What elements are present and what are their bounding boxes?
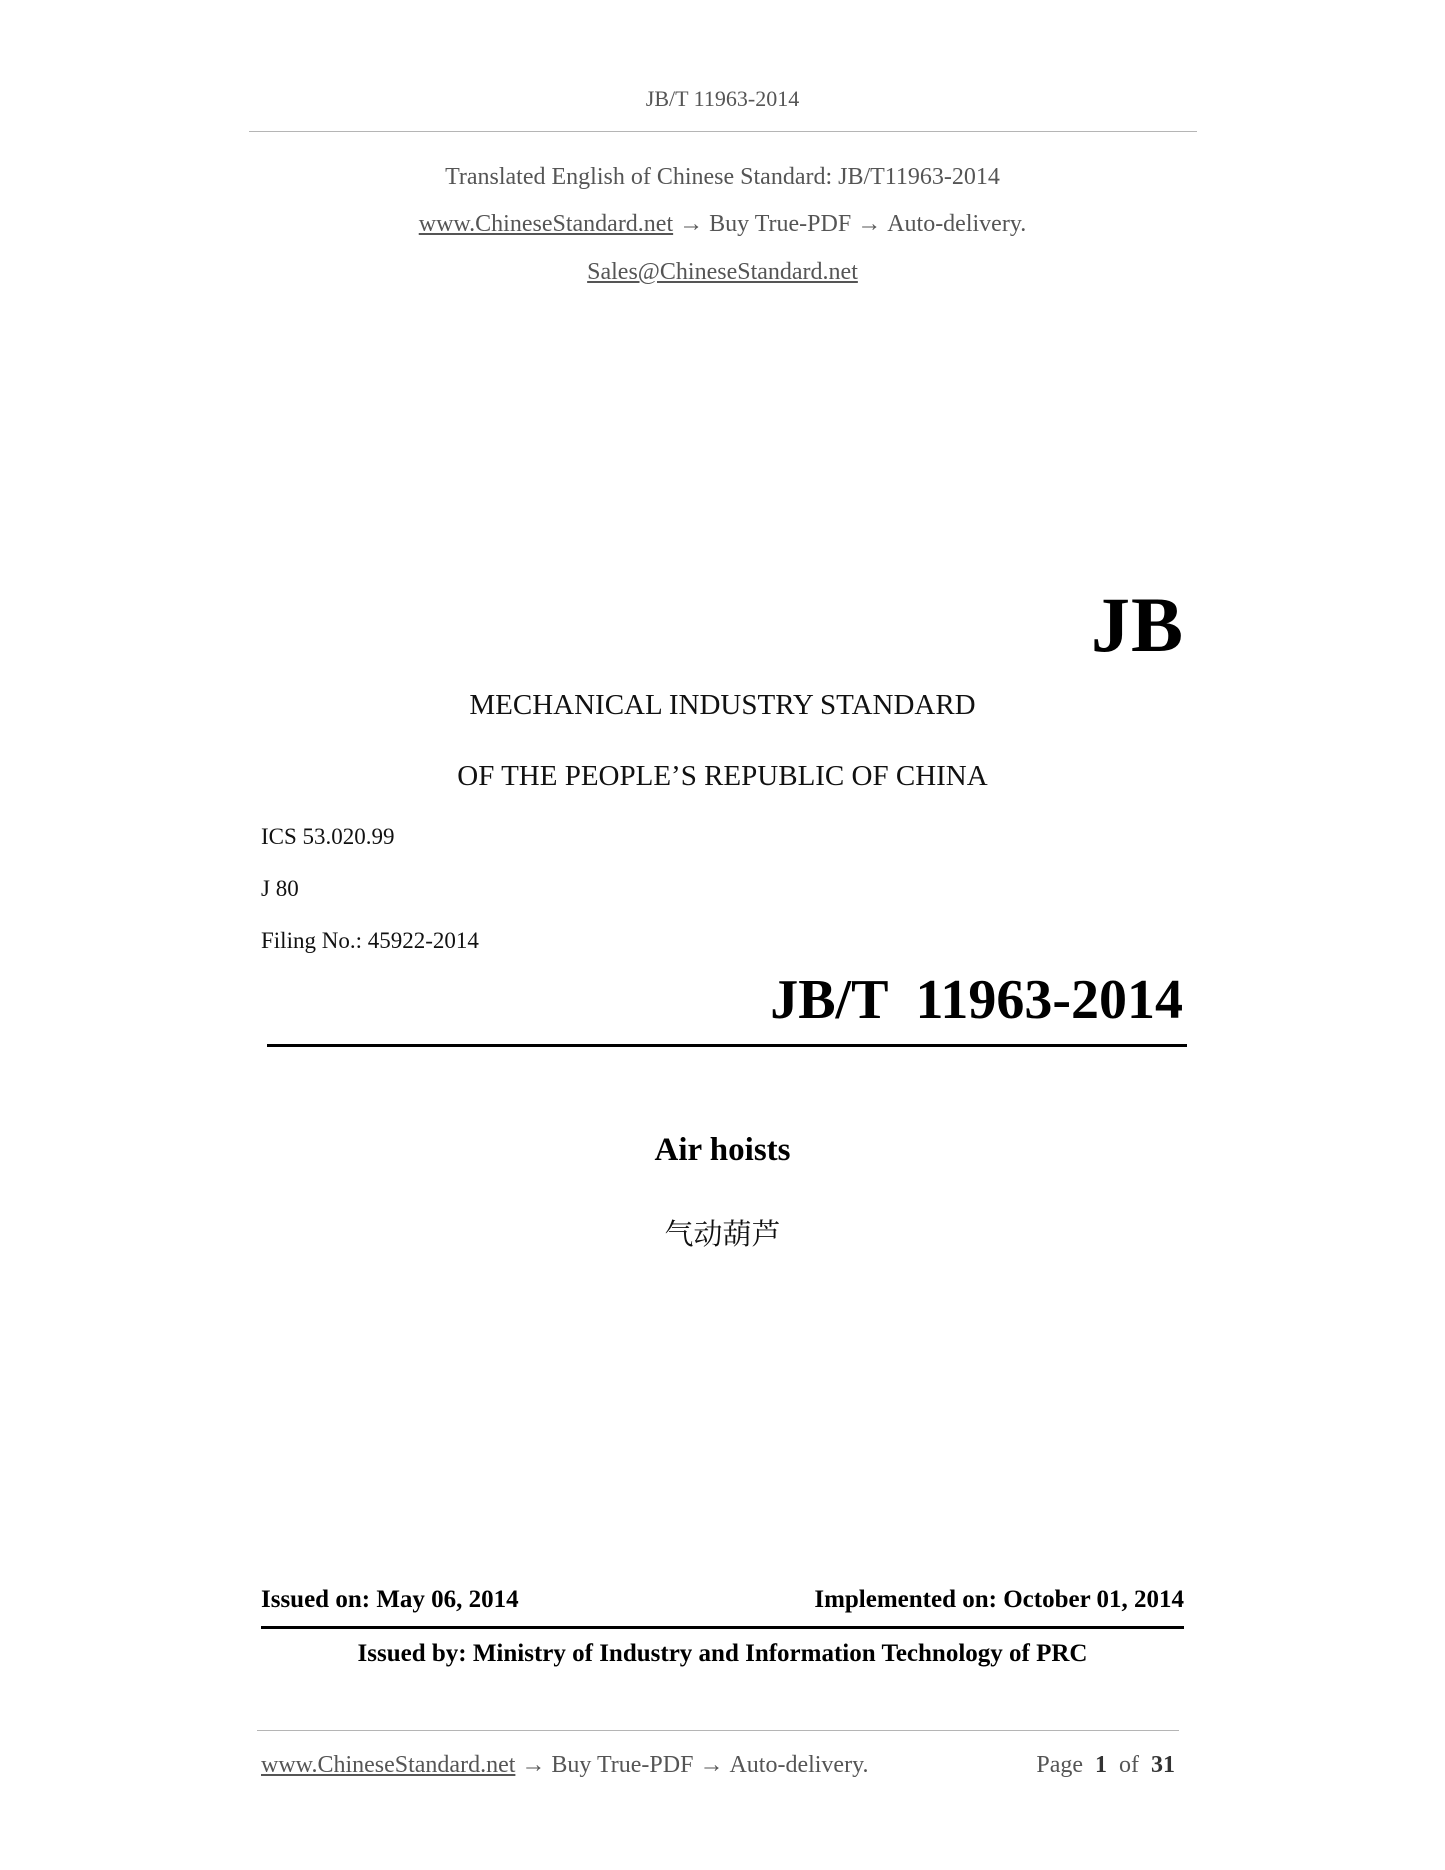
ics-code: ICS 53.020.99 (261, 824, 395, 849)
dates-divider (261, 1626, 1184, 1629)
document-title-chinese: 气动葫芦 (664, 1217, 781, 1251)
document-title: Air hoists (654, 1132, 791, 1168)
arrow-right-icon: → (521, 1752, 546, 1778)
page-label: Page (1036, 1752, 1083, 1778)
footer-buy-pdf-text: Buy True-PDF (551, 1752, 694, 1778)
filing-number: Filing No.: 45922-2014 (261, 928, 479, 953)
issuing-authority: Issued by: Ministry of Industry and Information Technology of PRC (357, 1640, 1088, 1667)
arrow-right-icon: → (857, 211, 882, 237)
arrow-right-icon: → (699, 1752, 724, 1778)
page-total: 31 (1151, 1752, 1175, 1778)
ccs-code: J 80 (261, 876, 299, 901)
standard-type-line-1: MECHANICAL INDUSTRY STANDARD (469, 689, 976, 721)
header-divider (249, 131, 1197, 132)
standard-type-line-2: OF THE PEOPLE’S REPUBLIC OF CHINA (457, 760, 988, 792)
sales-email-line (0, 259, 1445, 286)
running-header-title: JB/T 11963-2014 (645, 86, 800, 111)
buy-pdf-text: Buy True-PDF (709, 211, 852, 237)
arrow-right-icon: → (679, 211, 704, 237)
auto-delivery-text: Auto-delivery. (887, 211, 1027, 237)
implemented-on-date: Implemented on: October 01, 2014 (814, 1586, 1184, 1613)
purchase-promo-line (0, 211, 1445, 238)
footer-promo-line (261, 1752, 869, 1779)
site-link[interactable]: www.ChineseStandard.net (418, 211, 674, 237)
footer-divider (257, 1730, 1179, 1731)
standard-number: JB/T 11963-2014 (770, 969, 1183, 1031)
page-indicator (1036, 1752, 1175, 1779)
issued-on-date: Issued on: May 06, 2014 (261, 1586, 519, 1613)
footer-auto-delivery-text: Auto-delivery. (729, 1752, 869, 1778)
footer-site-link[interactable]: www.ChineseStandard.net (261, 1752, 516, 1778)
of-label: of (1119, 1752, 1139, 1778)
sales-email-link[interactable]: Sales@ChineseStandard.net (587, 259, 858, 285)
translation-notice: Translated English of Chinese Standard: JB/T11963-2014 (445, 164, 1000, 190)
page-number: 1 (1095, 1752, 1107, 1778)
standard-number-divider (267, 1044, 1187, 1047)
jb-standard-mark: JB (1090, 581, 1184, 668)
